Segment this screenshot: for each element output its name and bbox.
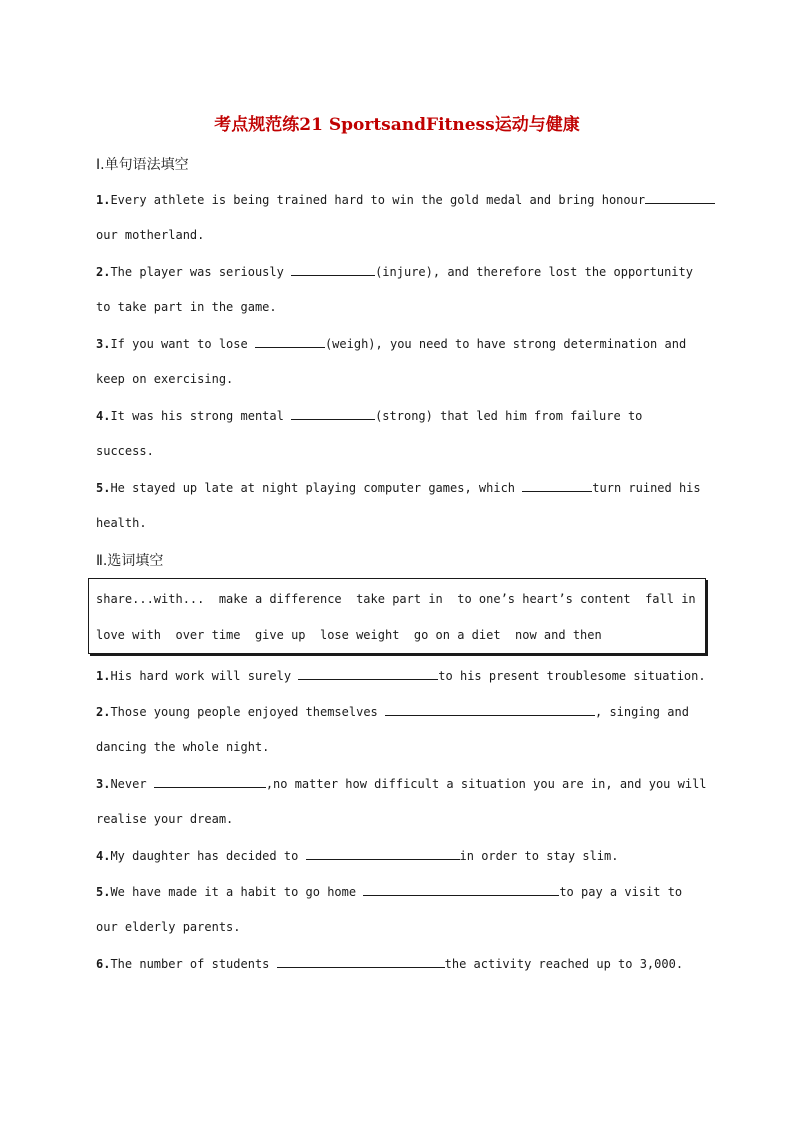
question-text: Every athlete is being trained hard to win the gold medal and bring honour	[110, 193, 646, 207]
question-text: Never	[110, 777, 154, 791]
s2-question-5-cont: our elderly parents.	[96, 920, 241, 934]
question-text: to his present troublesome situation.	[438, 669, 706, 683]
word-bank-line-1: share...with... make a difference take part in to one’s heart’s content fall in	[96, 592, 696, 606]
question-text: We have made it a habit to go home	[110, 885, 364, 899]
question-text: His hard work will surely	[110, 669, 299, 683]
question-number: 4.	[96, 849, 111, 863]
question-text: The number of students	[110, 957, 277, 971]
s1-question-2-cont: to take part in the game.	[96, 300, 277, 314]
word-bank-box	[88, 578, 706, 654]
answer-blank[interactable]	[363, 883, 559, 896]
question-text: My daughter has decided to	[110, 849, 306, 863]
question-number: 6.	[96, 957, 111, 971]
s1-question-1	[96, 191, 715, 208]
word-bank-line-2: love with over time give up lose weight go on a diet now and then	[96, 628, 602, 642]
answer-blank[interactable]	[645, 191, 715, 204]
question-number: 3.	[96, 777, 111, 791]
question-number: 5.	[96, 885, 111, 899]
section-2-heading: Ⅱ.选词填空	[96, 553, 164, 569]
question-number: 1.	[96, 669, 111, 683]
question-text: He stayed up late at night playing computer games, which	[110, 481, 523, 495]
question-text: the activity reached up to 3,000.	[444, 957, 684, 971]
question-number: 2.	[96, 265, 111, 279]
s1-question-1-cont: our motherland.	[96, 228, 205, 242]
question-text: It was his strong mental	[110, 409, 292, 423]
s1-question-2	[96, 263, 693, 280]
answer-blank[interactable]	[522, 479, 592, 492]
answer-blank[interactable]	[277, 955, 445, 968]
s1-question-5-cont: health.	[96, 516, 147, 530]
question-text: , singing and	[595, 705, 689, 719]
answer-blank[interactable]	[154, 775, 266, 788]
question-number: 4.	[96, 409, 111, 423]
s2-question-3-cont: realise your dream.	[96, 812, 234, 826]
question-text: turn ruined his	[592, 481, 701, 495]
question-text: (injure), and therefore lost the opportunity	[375, 265, 693, 279]
page-title: 考点规范练21 SportsandFitness运动与健康	[214, 115, 580, 135]
s1-question-3	[96, 335, 686, 352]
question-text: Those young people enjoyed themselves	[110, 705, 385, 719]
s2-question-2	[96, 703, 689, 720]
s2-question-1	[96, 667, 706, 684]
answer-blank[interactable]	[291, 407, 375, 420]
s1-question-4	[96, 407, 642, 424]
s1-question-5	[96, 479, 701, 496]
s2-question-4	[96, 847, 618, 864]
question-number: 5.	[96, 481, 111, 495]
answer-blank[interactable]	[255, 335, 325, 348]
question-text: (weigh), you need to have strong determination and	[324, 337, 687, 351]
question-text: ,no matter how difficult a situation you are in, and you will	[265, 777, 707, 791]
question-text: in order to stay slim.	[459, 849, 619, 863]
answer-blank[interactable]	[291, 263, 375, 276]
question-text: to pay a visit to	[559, 885, 683, 899]
s2-question-6	[96, 955, 683, 972]
question-text: If you want to lose	[110, 337, 255, 351]
question-number: 1.	[96, 193, 111, 207]
answer-blank[interactable]	[298, 667, 438, 680]
s1-question-4-cont: success.	[96, 444, 154, 458]
question-text: The player was seriously	[110, 265, 292, 279]
answer-blank[interactable]	[385, 703, 595, 716]
question-number: 2.	[96, 705, 111, 719]
question-number: 3.	[96, 337, 111, 351]
s2-question-3	[96, 775, 707, 792]
answer-blank[interactable]	[306, 847, 460, 860]
s1-question-3-cont: keep on exercising.	[96, 372, 234, 386]
section-1-heading: Ⅰ.单句语法填空	[96, 157, 189, 173]
s2-question-2-cont: dancing the whole night.	[96, 740, 270, 754]
question-text: (strong) that led him from failure to	[375, 409, 643, 423]
s2-question-5	[96, 883, 682, 900]
